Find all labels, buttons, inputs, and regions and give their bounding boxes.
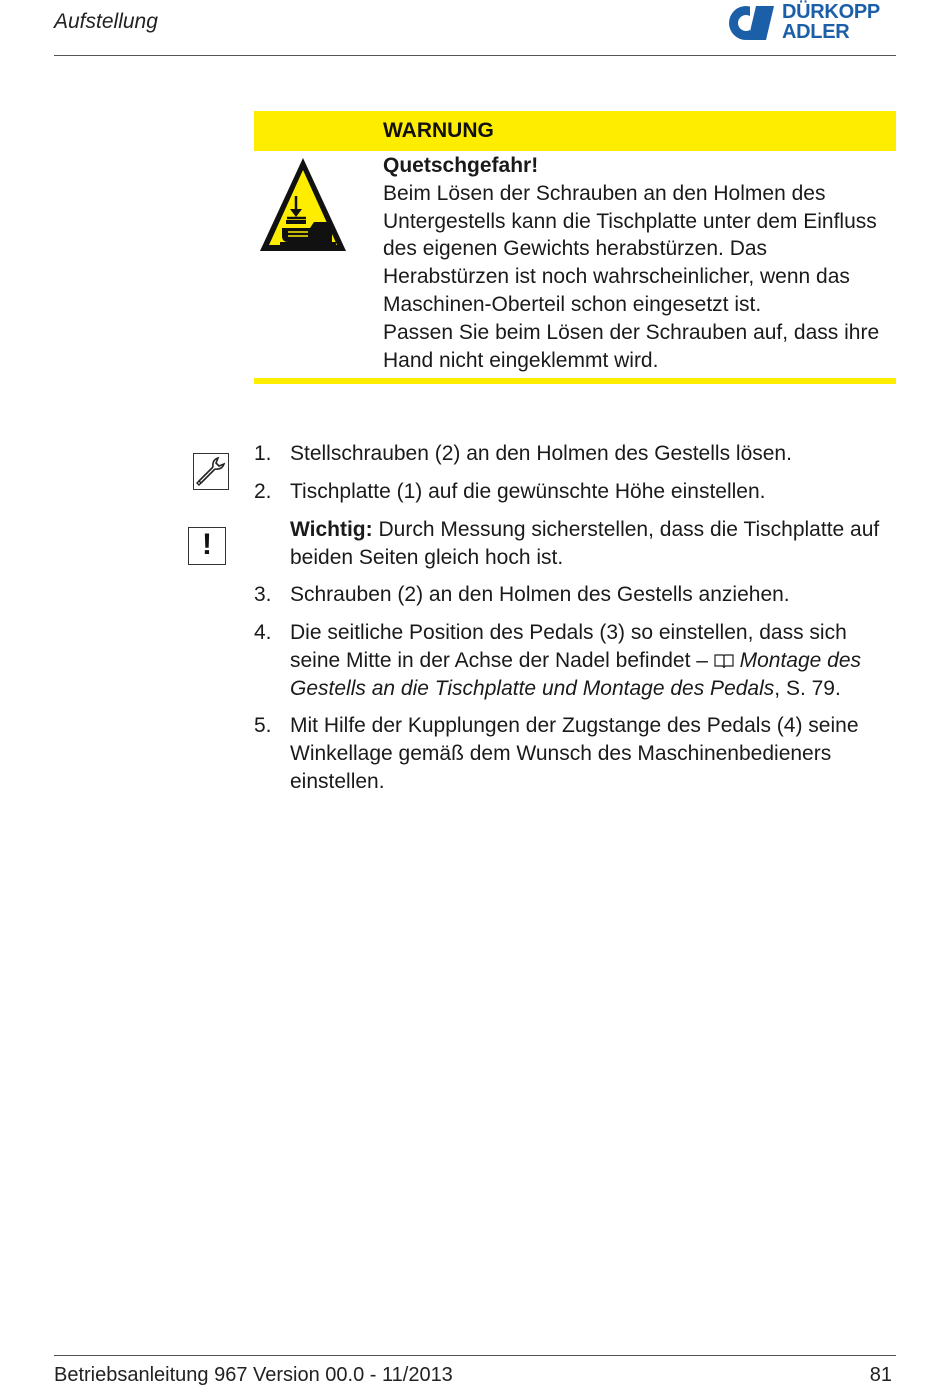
- warning-bottom-bar: [254, 378, 896, 384]
- important-icon: [188, 527, 226, 565]
- book-icon: [714, 647, 734, 675]
- step-text: Schrauben (2) an den Holmen des Gestells anziehen.: [290, 583, 790, 606]
- footer-divider: [54, 1355, 896, 1356]
- step-number: 3.: [254, 583, 272, 606]
- hazard-instruction: Passen Sie beim Lösen der Schrauben auf, dass ihre Hand nicht eingeklemmt wird.: [383, 320, 880, 372]
- step-text: Mit Hilfe der Kupplungen der Zugstange des Pedals (4) seine Winkellage gemäß dem Wunsch des Maschinenbedieners einstellen.: [290, 714, 859, 793]
- step-number: 5.: [254, 714, 272, 737]
- step-number: 2.: [254, 480, 272, 503]
- exclamation-icon: !: [202, 528, 212, 561]
- important-label: Wichtig:: [290, 518, 373, 541]
- step-text: Stellschrauben (2) an den Holmen des Gestells lösen.: [290, 442, 792, 465]
- cross-reference-link[interactable]: Montage des Gestells an die Tischplatte und Montage des Pedals: [290, 648, 862, 700]
- document-title: Betriebsanleitung 967 Version 00.0 - 11/2013: [54, 1364, 453, 1386]
- hazard-title: Quetschgefahr!: [383, 154, 539, 177]
- important-body: Durch Messung sicherstellen, dass die Tischplatte auf beiden Seiten gleich hoch ist.: [290, 518, 880, 569]
- wrench-icon: [193, 453, 229, 490]
- step-text: Die seitliche Position des Pedals (3) so einstellen, dass sich seine Mitte in der Achse der Nadel befindet – Montage des Gestells an die Tischplatte und Montage des Pedals, S. 79.: [290, 621, 862, 700]
- step-number: 4.: [254, 621, 272, 644]
- step-text: Tischplatte (1) auf die gewünschte Höhe einstellen.: [290, 480, 766, 503]
- step-number: 1.: [254, 442, 272, 465]
- warning-label: WARNUNG: [383, 119, 494, 142]
- important-note-text: [290, 516, 902, 572]
- warning-banner: [254, 111, 896, 151]
- logo-mark-icon: [726, 2, 782, 46]
- header-divider: [54, 55, 896, 56]
- warning-text-block: [383, 152, 898, 374]
- logo-text: DÜRKOPP ADLER: [782, 1, 880, 43]
- duerkopp-adler-logo: [726, 2, 898, 46]
- hazard-description: Beim Lösen der Schrauben an den Holmen des Untergestells kann die Tischplatte unter dem Einfluss des eigenen Gewichts herabstürzen. Das Herabstürzen ist noch wahrscheinlicher, wenn das Maschinen-Oberteil schon eingesetzt ist.: [383, 181, 877, 316]
- crush-hazard-warning-icon: [258, 156, 348, 254]
- section-title: Aufstellung: [54, 10, 158, 33]
- page-number: 81: [869, 1364, 892, 1386]
